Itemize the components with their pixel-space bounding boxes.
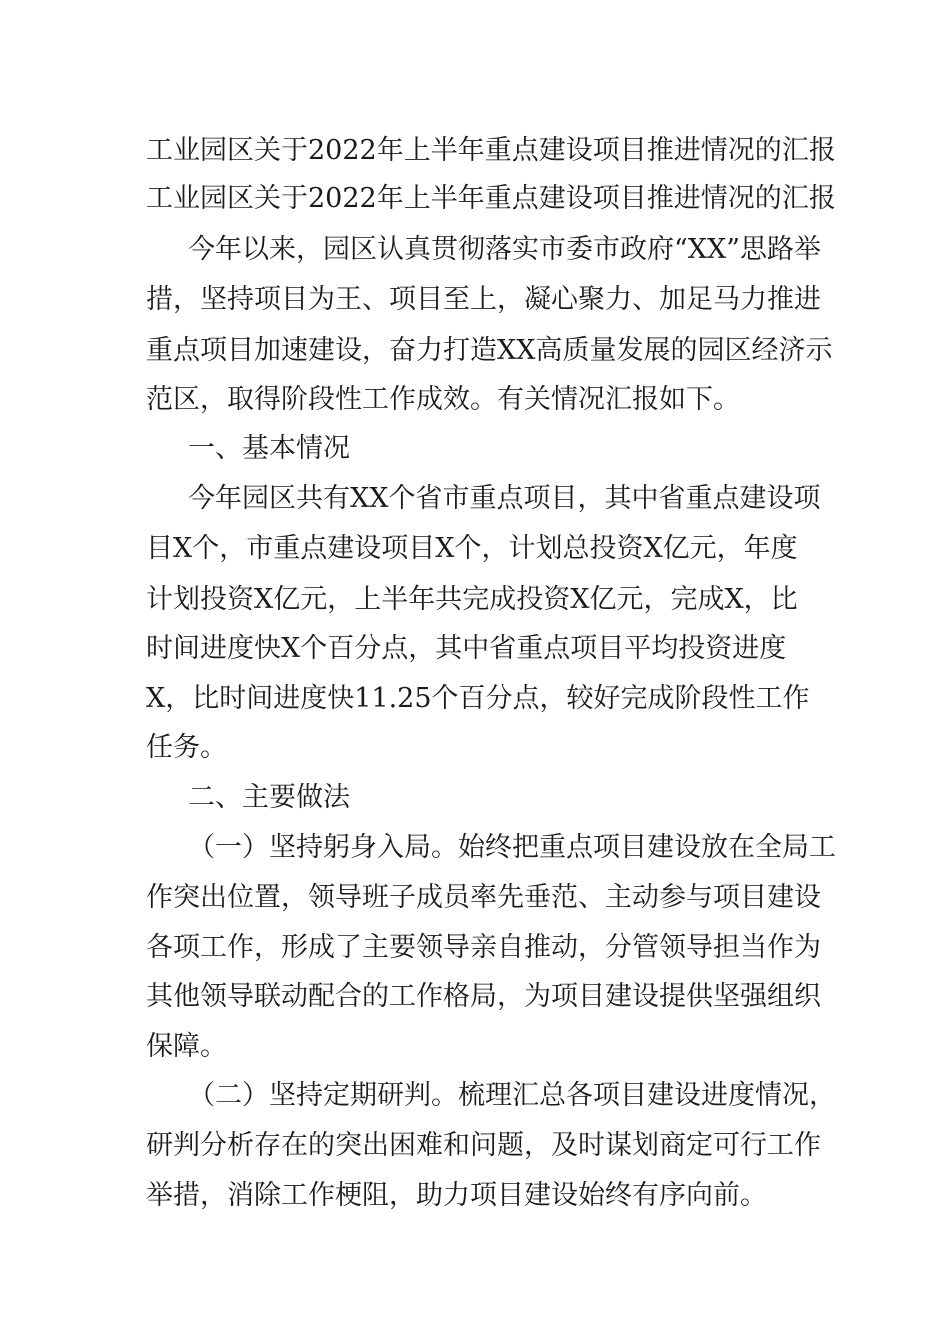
section1-line-1: 今年园区共有XX个省市重点项目，其中省重点建设项: [188, 483, 821, 514]
section1-line-4: 时间进度快X个百分点，其中省重点项目平均投资进度: [146, 633, 787, 664]
section1-line-2: 目X个，市重点建设项目X个，计划总投资X亿元，年度: [146, 533, 798, 564]
item2-line-1: （二）坚持定期研判。梳理汇总各项目建设进度情况，: [188, 1080, 836, 1111]
item1-line-2: 作突出位置，领导班子成员率先垂范、主动参与项目建设: [146, 882, 821, 913]
intro-line-4: 范区，取得阶段性工作成效。有关情况汇报如下。: [146, 384, 740, 415]
item1-line-1: （一）坚持躬身入局。始终把重点项目建设放在全局工: [188, 832, 836, 863]
item1-line-3: 各项工作，形成了主要领导亲自推动，分管领导担当作为: [146, 932, 821, 963]
section1-line-6: 任务。: [146, 732, 227, 763]
section-heading-basic: 一、基本情况: [188, 433, 350, 464]
item2-line-2: 研判分析存在的突出困难和问题，及时谋划商定可行工作: [146, 1130, 821, 1161]
section1-line-3: 计划投资X亿元，上半年共完成投资X亿元，完成X，比: [146, 584, 798, 615]
intro-line-1: 今年以来，园区认真贯彻落实市委市政府“XX”思路举: [188, 234, 822, 265]
section1-line-5: X，比时间进度快11.25个百分点，较好完成阶段性工作: [146, 683, 810, 714]
item2-line-3: 举措，消除工作梗阻，助力项目建设始终有序向前。: [146, 1180, 767, 1211]
intro-line-2: 措，坚持项目为王、项目至上，凝心聚力、加足马力推进: [146, 284, 821, 315]
item1-line-5: 保障。: [146, 1031, 227, 1062]
section-heading-methods: 二、主要做法: [188, 782, 350, 813]
document-title-line-1: 工业园区关于2022年上半年重点建设项目推进情况的汇报: [146, 135, 836, 166]
intro-line-3: 重点项目加速建设，奋力打造XX高质量发展的园区经济示: [146, 335, 833, 366]
item1-line-4: 其他领导联动配合的工作格局，为项目建设提供坚强组织: [146, 981, 821, 1012]
document-title-line-2: 工业园区关于2022年上半年重点建设项目推进情况的汇报: [146, 183, 836, 214]
